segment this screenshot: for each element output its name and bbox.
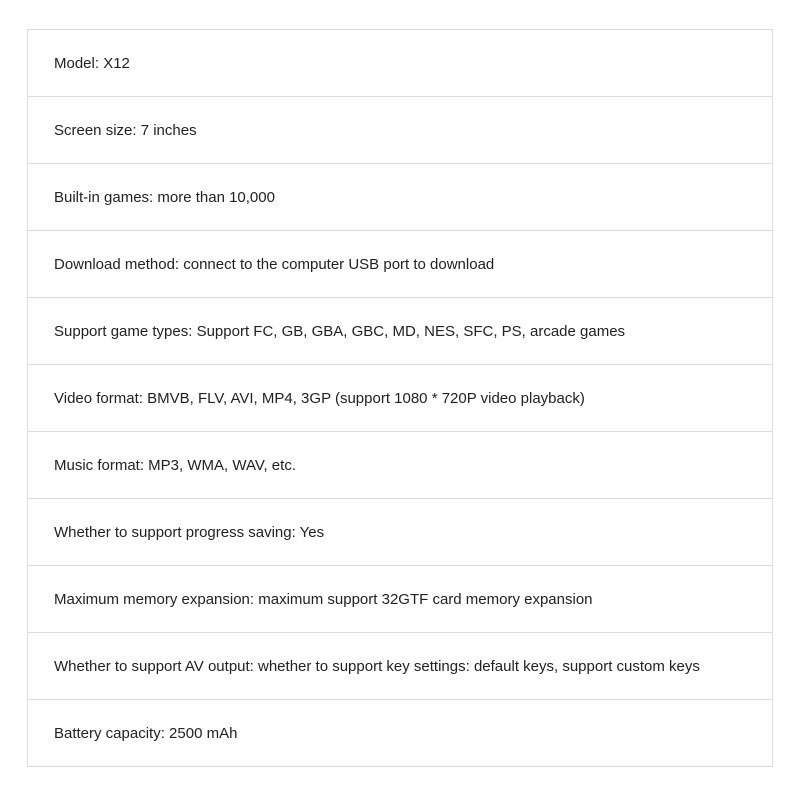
spec-row-download-method: Download method: connect to the computer USB port to download [28,231,772,298]
spec-row-memory-expansion: Maximum memory expansion: maximum support 32GTF card memory expansion [28,566,772,633]
spec-row-model: Model: X12 [28,30,772,97]
spec-row-built-in-games: Built-in games: more than 10,000 [28,164,772,231]
spec-row-game-types: Support game types: Support FC, GB, GBA, GBC, MD, NES, SFC, PS, arcade games [28,298,772,365]
spec-row-battery-capacity: Battery capacity: 2500 mAh [54,724,238,742]
spec-row-progress-saving: Whether to support progress saving: Yes [28,499,772,566]
spec-row-av-output: Whether to support AV output: whether to support key settings: default keys, support custom keys [28,633,772,700]
spec-table [27,29,773,767]
spec-row-screen-size: Screen size: 7 inches [28,97,772,164]
spec-row-video-format: Video format: BMVB, FLV, AVI, MP4, 3GP (support 1080 * 720P video playback) [28,365,772,432]
spec-row-music-format: Music format: MP3, WMA, WAV, etc. [28,432,772,499]
